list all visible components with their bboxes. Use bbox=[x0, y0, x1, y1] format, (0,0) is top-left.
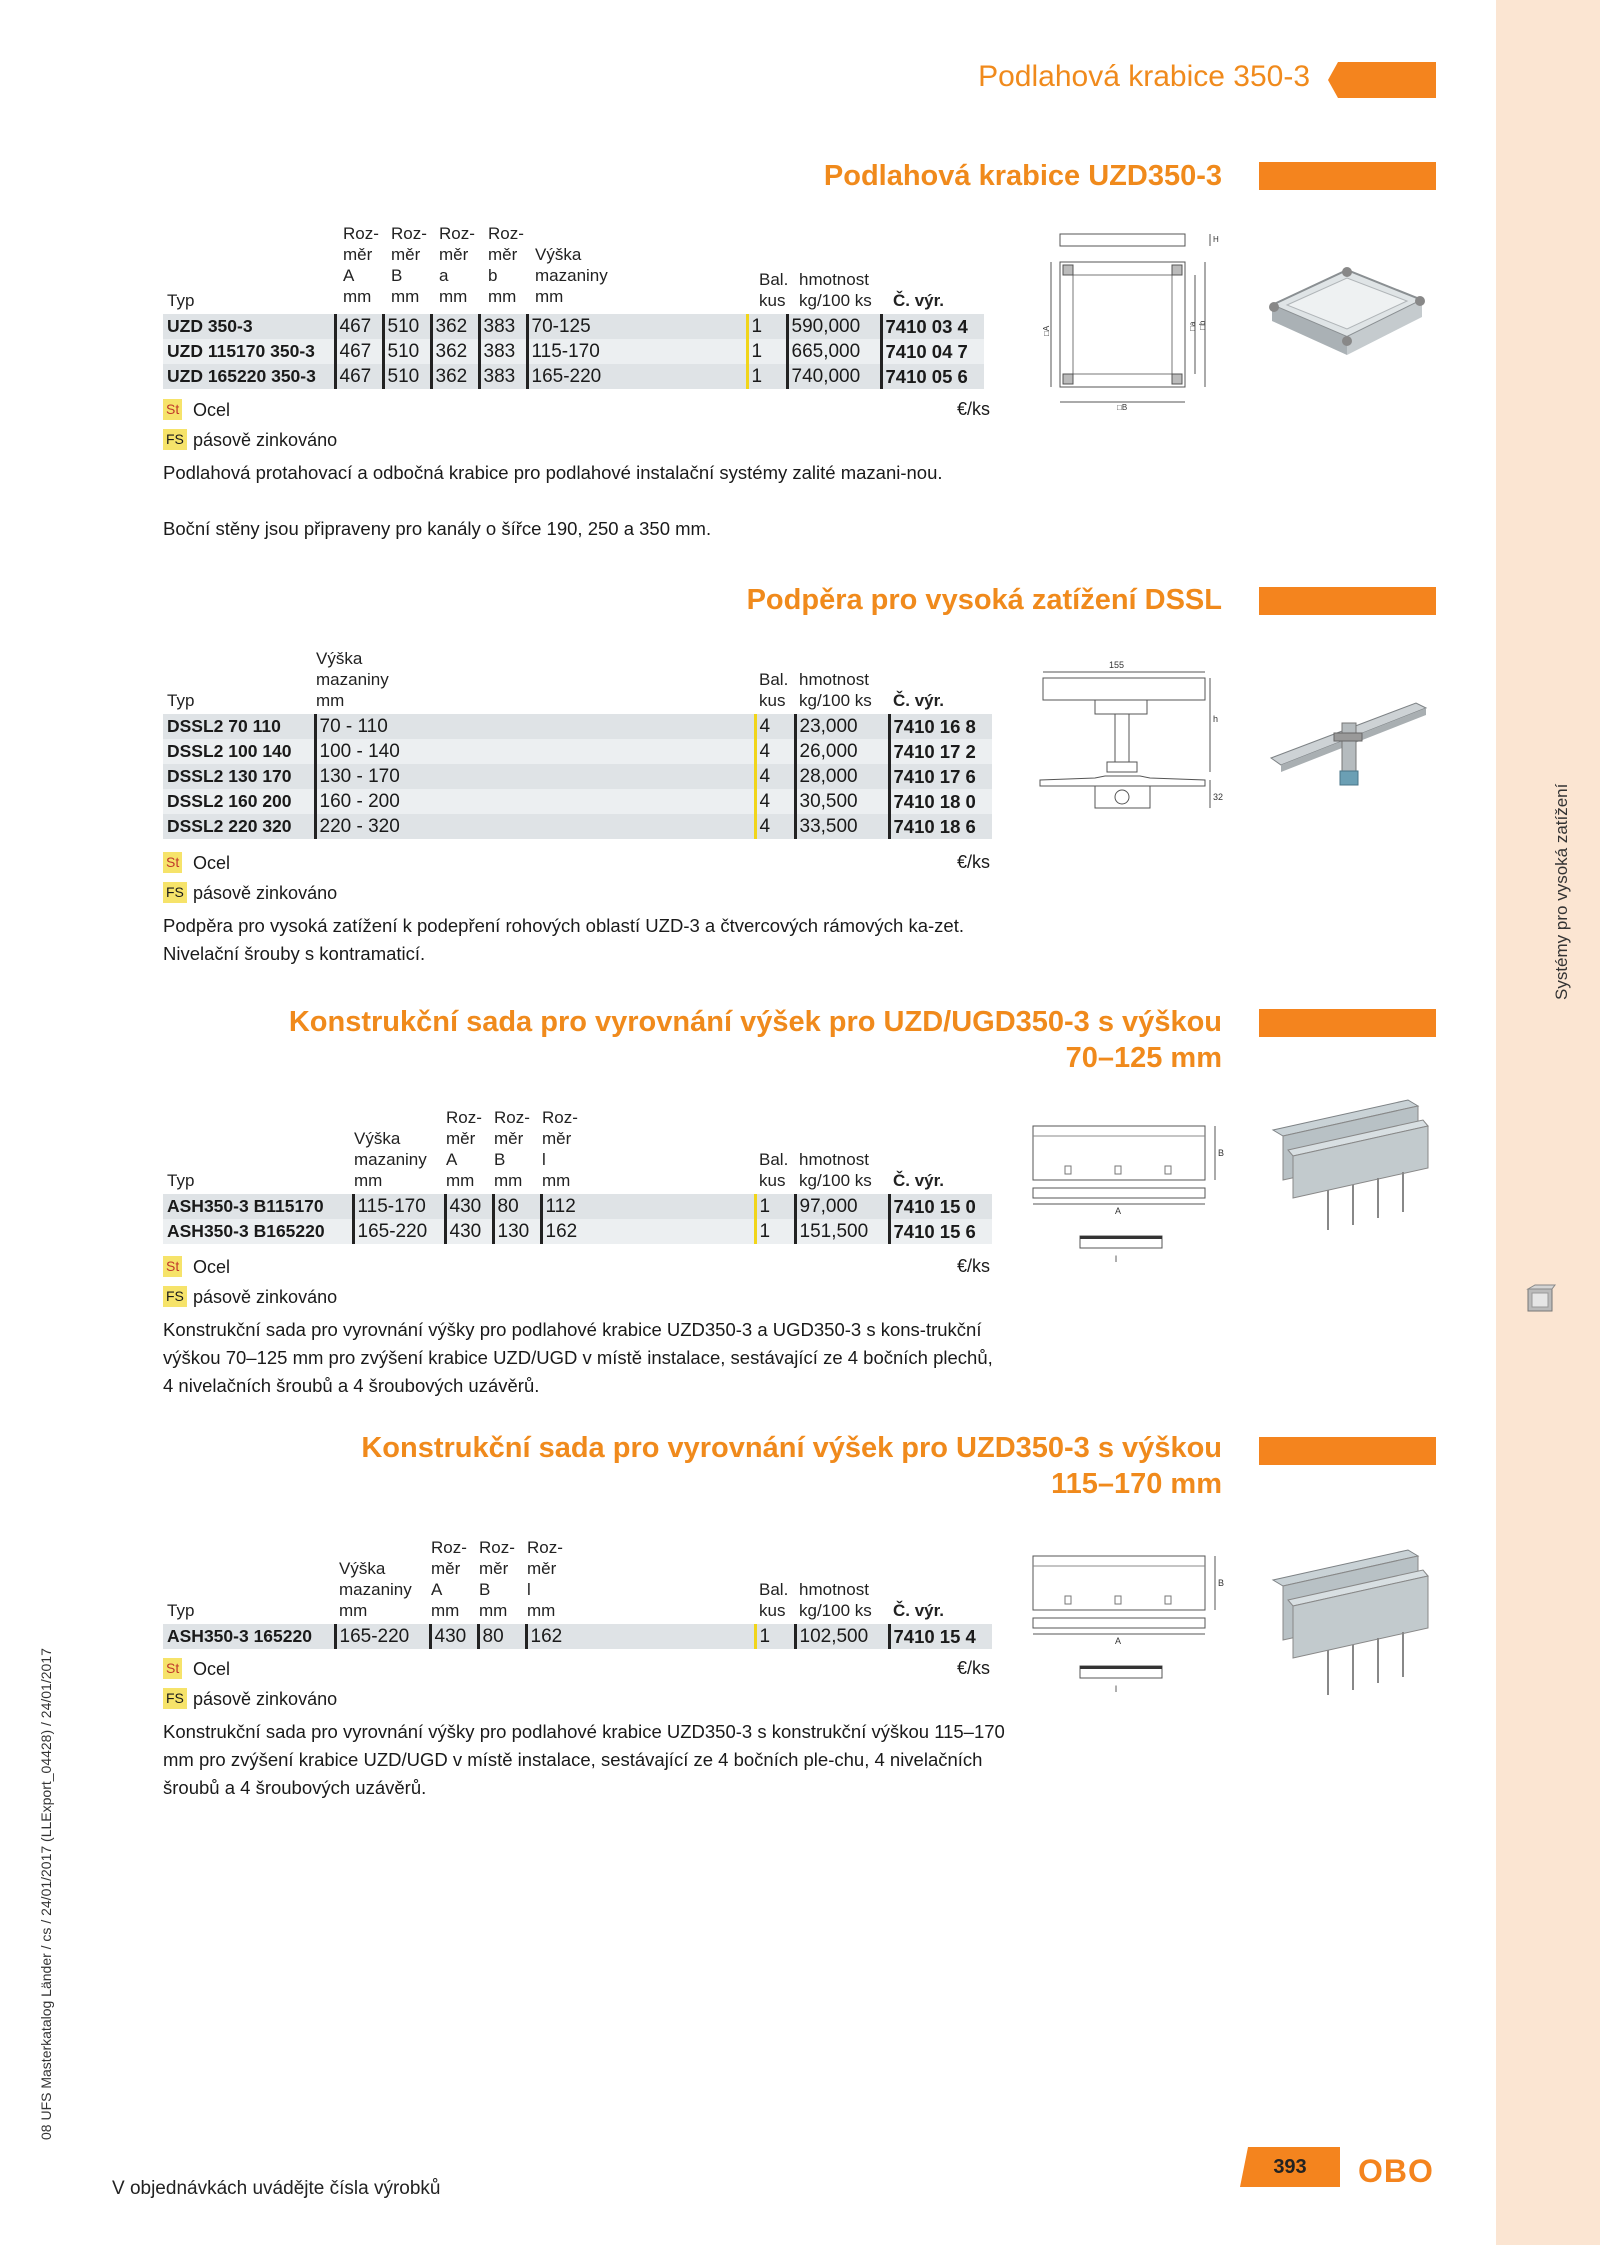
section3-title: Konstrukční sada pro vyrovnání výšek pro UZD/UGD350-3 s výškou 70–125 mm bbox=[288, 1006, 1222, 1074]
material-label-steel: Ocel bbox=[193, 853, 231, 873]
s4-head-col1: Výška mazaniny mm bbox=[339, 1559, 412, 1620]
table-row: DSSL2 130 170 130 - 170 4 28,000 7410 17 6 bbox=[163, 764, 992, 789]
table-row: DSSL2 160 200 160 - 200 4 30,500 7410 18 0 bbox=[163, 789, 992, 814]
s1-head-typ: Typ bbox=[167, 291, 195, 310]
header-orange-flag bbox=[1328, 62, 1436, 98]
material-label-steel: Ocel bbox=[193, 1659, 231, 1679]
s4-head-cislo: Č. výr. bbox=[893, 1601, 945, 1620]
material-badge-st: St bbox=[163, 1658, 182, 1679]
floor-box-technical-drawing bbox=[1042, 222, 1225, 412]
table-row: ASH350-3 B115170 115-170 430 80 112 1 97,000 7410 15 0 bbox=[163, 1194, 992, 1219]
kit2-technical-drawing bbox=[1025, 1546, 1225, 1706]
s3-head-hmotnost: hmotnost kg/100 ks bbox=[799, 1150, 872, 1190]
finish-label: pásově zinkováno bbox=[193, 430, 338, 450]
s1-head-col5: Výška mazaniny mm bbox=[535, 245, 608, 306]
floor-box-photo bbox=[1262, 255, 1432, 370]
svg-text:l: l bbox=[1115, 1684, 1117, 1694]
s3-head-col1: Výška mazaniny mm bbox=[354, 1129, 427, 1190]
table-row: UZD 165220 350-3 467 510 362 383 165-220 1 740,000 7410 05 6 bbox=[163, 364, 984, 389]
s4-head-col2: Roz- měr A mm bbox=[431, 1538, 467, 1620]
s2-head-hmotnost: hmotnost kg/100 ks bbox=[799, 670, 872, 710]
s3-head-cislo: Č. výr. bbox=[893, 1171, 945, 1190]
svg-text:A: A bbox=[1115, 1206, 1122, 1216]
svg-text:B: B bbox=[1218, 1578, 1225, 1588]
finish-label: pásově zinkováno bbox=[193, 883, 338, 903]
kit2-photo bbox=[1268, 1540, 1433, 1700]
s4-head-bal: Bal. kus bbox=[759, 1580, 789, 1620]
s3-head-bal: Bal. kus bbox=[759, 1150, 789, 1190]
svg-text:h: h bbox=[1213, 714, 1219, 724]
right-margin-strip bbox=[1496, 0, 1600, 2245]
finish-label: pásově zinkováno bbox=[193, 1287, 338, 1307]
table-row: UZD 115170 350-3 467 510 362 383 115-170 1 665,000 7410 04 7 bbox=[163, 339, 984, 364]
s1-head-bal: Bal. kus bbox=[759, 270, 789, 310]
material-label-steel: Ocel bbox=[193, 400, 231, 420]
floor-box-thumbnail-icon bbox=[1525, 1283, 1557, 1317]
s2-head-bal: Bal. kus bbox=[759, 670, 789, 710]
svg-text:□A: □A bbox=[1042, 325, 1051, 336]
section3-description: Konstrukční sada pro vyrovnání výšky pro podlahové krabice UZD350-3 a UGD350-3 s kons-trukční výškou 70–125 mm pro zvýšení krabice UZD/UGD v místě instalace, sestávající ze 4 bočních plechů, 4 nivelačních šroubů a 4 šroubových uzávěrů. bbox=[163, 1319, 993, 1396]
s1-head-hmotnost: hmotnost kg/100 ks bbox=[799, 270, 872, 310]
svg-text:155: 155 bbox=[1109, 660, 1125, 670]
section1-title: Podlahová krabice UZD350-3 bbox=[823, 160, 1222, 192]
svg-text:□B: □B bbox=[1117, 403, 1128, 412]
table-row: ASH350-3 165220 165-220 430 80 162 1 102,500 7410 15 4 bbox=[163, 1624, 992, 1649]
s3-head-col2: Roz- měr A mm bbox=[446, 1108, 482, 1190]
section2-orange-bar bbox=[1259, 587, 1436, 615]
section2-table bbox=[163, 714, 992, 839]
price-unit: €/ks bbox=[957, 1256, 991, 1276]
price-unit: €/ks bbox=[957, 399, 991, 419]
section2-description: Podpěra pro vysoká zatížení k podepření rohových oblastí UZD-3 a čtvercových rámových ka-zet. Nivelační šrouby s kontramaticí. bbox=[163, 915, 965, 964]
finish-badge-fs: FS bbox=[163, 429, 187, 450]
section4-orange-bar bbox=[1259, 1437, 1436, 1465]
finish-label: pásově zinkováno bbox=[193, 1689, 338, 1709]
page-number: 393 bbox=[1273, 2156, 1307, 2178]
material-badge-st: St bbox=[163, 399, 182, 420]
svg-text:32: 32 bbox=[1213, 792, 1224, 802]
s2-head-cislo: Č. výr. bbox=[893, 691, 945, 710]
kit-photo bbox=[1268, 1090, 1433, 1240]
s4-head-col3: Roz- měr B mm bbox=[479, 1538, 515, 1620]
section4-table bbox=[163, 1624, 992, 1649]
kit-technical-drawing bbox=[1025, 1116, 1225, 1276]
material-label-steel: Ocel bbox=[193, 1257, 231, 1277]
material-badge-st: St bbox=[163, 852, 182, 873]
section4-description: Konstrukční sada pro vyrovnání výšky pro podlahové krabice UZD350-3 s konstrukční výškou 115–170 mm pro zvýšení krabice UZD/UGD v místě instalace, sestávající ze 4 bočních ple-chu, 4 nivelačních šroubů a 4 šroubových uzávěrů. bbox=[163, 1721, 1005, 1798]
left-margin-catalog-info: 08 UFS Masterkatalog Länder / cs / 24/01/2017 (LLExport_04428) / 24/01/2017 bbox=[38, 1648, 54, 2140]
support-photo bbox=[1266, 683, 1431, 803]
sidebar-vertical-label: Systémy pro vysoká zatížení bbox=[1552, 783, 1571, 1000]
s1-head-col4: Roz- měr b mm bbox=[488, 224, 524, 306]
s1-head-cislo: Č. výr. bbox=[893, 291, 945, 310]
price-unit: €/ks bbox=[957, 852, 991, 872]
page-number-tab bbox=[1240, 2147, 1340, 2187]
s3-head-col4: Roz- měr l mm bbox=[542, 1108, 578, 1190]
svg-text:B: B bbox=[1218, 1148, 1225, 1158]
support-technical-drawing bbox=[1035, 658, 1230, 818]
price-unit: €/ks bbox=[957, 1658, 991, 1678]
table-row: DSSL2 100 140 100 - 140 4 26,000 7410 17 2 bbox=[163, 739, 992, 764]
finish-badge-fs: FS bbox=[163, 882, 187, 903]
material-badge-st: St bbox=[163, 1256, 182, 1277]
s1-head-col1: Roz- měr A mm bbox=[343, 224, 379, 306]
section4-title: Konstrukční sada pro vyrovnání výšek pro UZD350-3 s výškou 115–170 mm bbox=[361, 1432, 1222, 1500]
table-row: DSSL2 70 110 70 - 110 4 23,000 7410 16 8 bbox=[163, 714, 992, 739]
s1-head-col3: Roz- měr a mm bbox=[439, 224, 475, 306]
section1-description-1: Podlahová protahovací a odbočná krabice pro podlahové instalační systémy zalité mazani-nou. bbox=[163, 462, 943, 483]
s3-head-col3: Roz- měr B mm bbox=[494, 1108, 530, 1190]
s4-head-typ: Typ bbox=[167, 1601, 195, 1620]
s1-head-col2: Roz- měr B mm bbox=[391, 224, 427, 306]
section3-table bbox=[163, 1194, 992, 1244]
svg-text:l: l bbox=[1115, 1254, 1117, 1264]
section3-orange-bar bbox=[1259, 1009, 1436, 1037]
obo-logo: OBO bbox=[1358, 2153, 1434, 2189]
s3-head-typ: Typ bbox=[167, 1171, 195, 1190]
section1-table bbox=[163, 314, 984, 389]
s2-head-typ: Typ bbox=[167, 691, 195, 710]
svg-text:A: A bbox=[1115, 1636, 1122, 1646]
finish-badge-fs: FS bbox=[163, 1688, 187, 1709]
finish-badge-fs: FS bbox=[163, 1286, 187, 1307]
svg-text:□b: □b bbox=[1198, 320, 1207, 330]
table-row: UZD 350-3 467 510 362 383 70-125 1 590,000 7410 03 4 bbox=[163, 314, 984, 339]
section1-orange-bar bbox=[1259, 162, 1436, 190]
s2-head-col1: Výška mazaniny mm bbox=[316, 649, 389, 710]
section2-title: Podpěra pro vysoká zatížení DSSL bbox=[746, 584, 1222, 616]
footer-note: V objednávkách uvádějte čísla výrobků bbox=[112, 2178, 441, 2199]
page-header-title: Podlahová krabice 350-3 bbox=[978, 60, 1310, 93]
table-row: DSSL2 220 320 220 - 320 4 33,500 7410 18 6 bbox=[163, 814, 992, 839]
svg-text:H: H bbox=[1213, 235, 1219, 244]
s4-head-hmotnost: hmotnost kg/100 ks bbox=[799, 1580, 872, 1620]
svg-text:□a: □a bbox=[1188, 321, 1197, 331]
section1-description-2: Boční stěny jsou připraveny pro kanály o šířce 190, 250 a 350 mm. bbox=[163, 518, 712, 539]
table-row: ASH350-3 B165220 165-220 430 130 162 1 151,500 7410 15 6 bbox=[163, 1219, 992, 1244]
s4-head-col4: Roz- měr l mm bbox=[527, 1538, 563, 1620]
